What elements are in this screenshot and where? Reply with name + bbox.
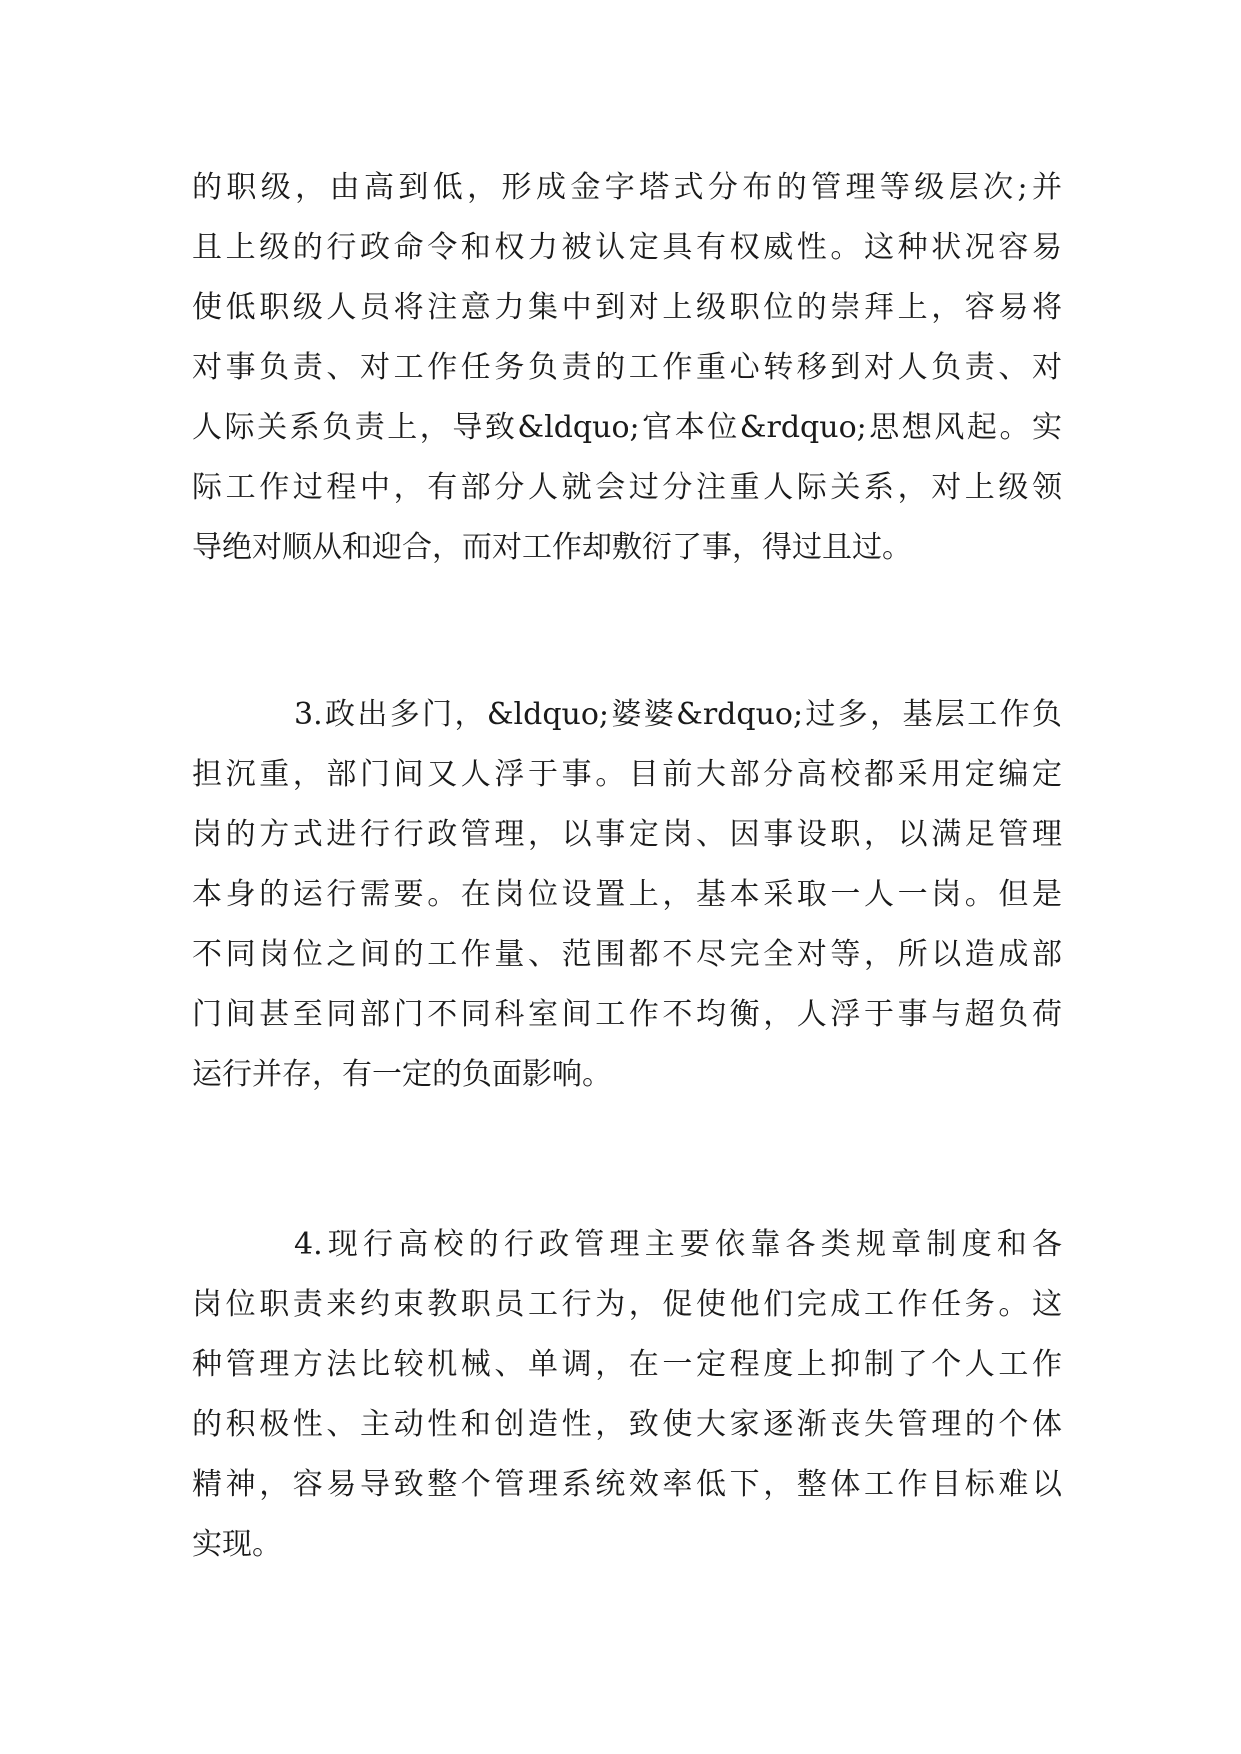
text-line: 使低职级人员将注意力集中到对上级职位的崇拜上，容易将 [192, 290, 1062, 325]
text-line: 导绝对顺从和迎合，而对工作却敷衍了事，得过且过。 [192, 530, 912, 565]
text-line: 精神，容易导致整个管理系统效率低下，整体工作目标难以 [192, 1467, 1062, 1502]
text-line: 实现。 [192, 1527, 282, 1562]
text-line: 门间甚至同部门不同科室间工作不均衡，人浮于事与超负荷 [192, 997, 1062, 1032]
text-line: 人际关系负责上，导致&ldquo;官本位&rdquo;思想风起。实 [192, 410, 1062, 445]
text-line: 的职级，由高到低，形成金字塔式分布的管理等级层次;并 [192, 170, 1062, 205]
text-line: 对事负责、对工作任务负责的工作重心转移到对人负责、对 [192, 350, 1062, 385]
text-line: 3.政出多门，&ldquo;婆婆&rdquo;过多，基层工作负 [294, 697, 1062, 732]
text-line: 岗的方式进行行政管理，以事定岗、因事设职，以满足管理 [192, 817, 1062, 852]
text-line: 运行并存，有一定的负面影响。 [192, 1057, 612, 1092]
text-line: 担沉重，部门间又人浮于事。目前大部分高校都采用定编定 [192, 757, 1062, 792]
text-line: 本身的运行需要。在岗位设置上，基本采取一人一岗。但是 [192, 877, 1062, 912]
paragraph-2 [192, 685, 1062, 1105]
text-line: 种管理方法比较机械、单调，在一定程度上抑制了个人工作 [192, 1347, 1062, 1382]
text-line: 的积极性、主动性和创造性，致使大家逐渐丧失管理的个体 [192, 1407, 1062, 1442]
paragraph-3 [192, 1215, 1062, 1575]
text-line: 4.现行高校的行政管理主要依靠各类规章制度和各 [294, 1227, 1062, 1262]
paragraph-1 [192, 158, 1062, 578]
text-line: 际工作过程中，有部分人就会过分注重人际关系，对上级领 [192, 470, 1062, 505]
text-line: 且上级的行政命令和权力被认定具有权威性。这种状况容易 [192, 230, 1062, 265]
text-line: 不同岗位之间的工作量、范围都不尽完全对等，所以造成部 [192, 937, 1062, 972]
text-line: 岗位职责来约束教职员工行为，促使他们完成工作任务。这 [192, 1287, 1062, 1322]
